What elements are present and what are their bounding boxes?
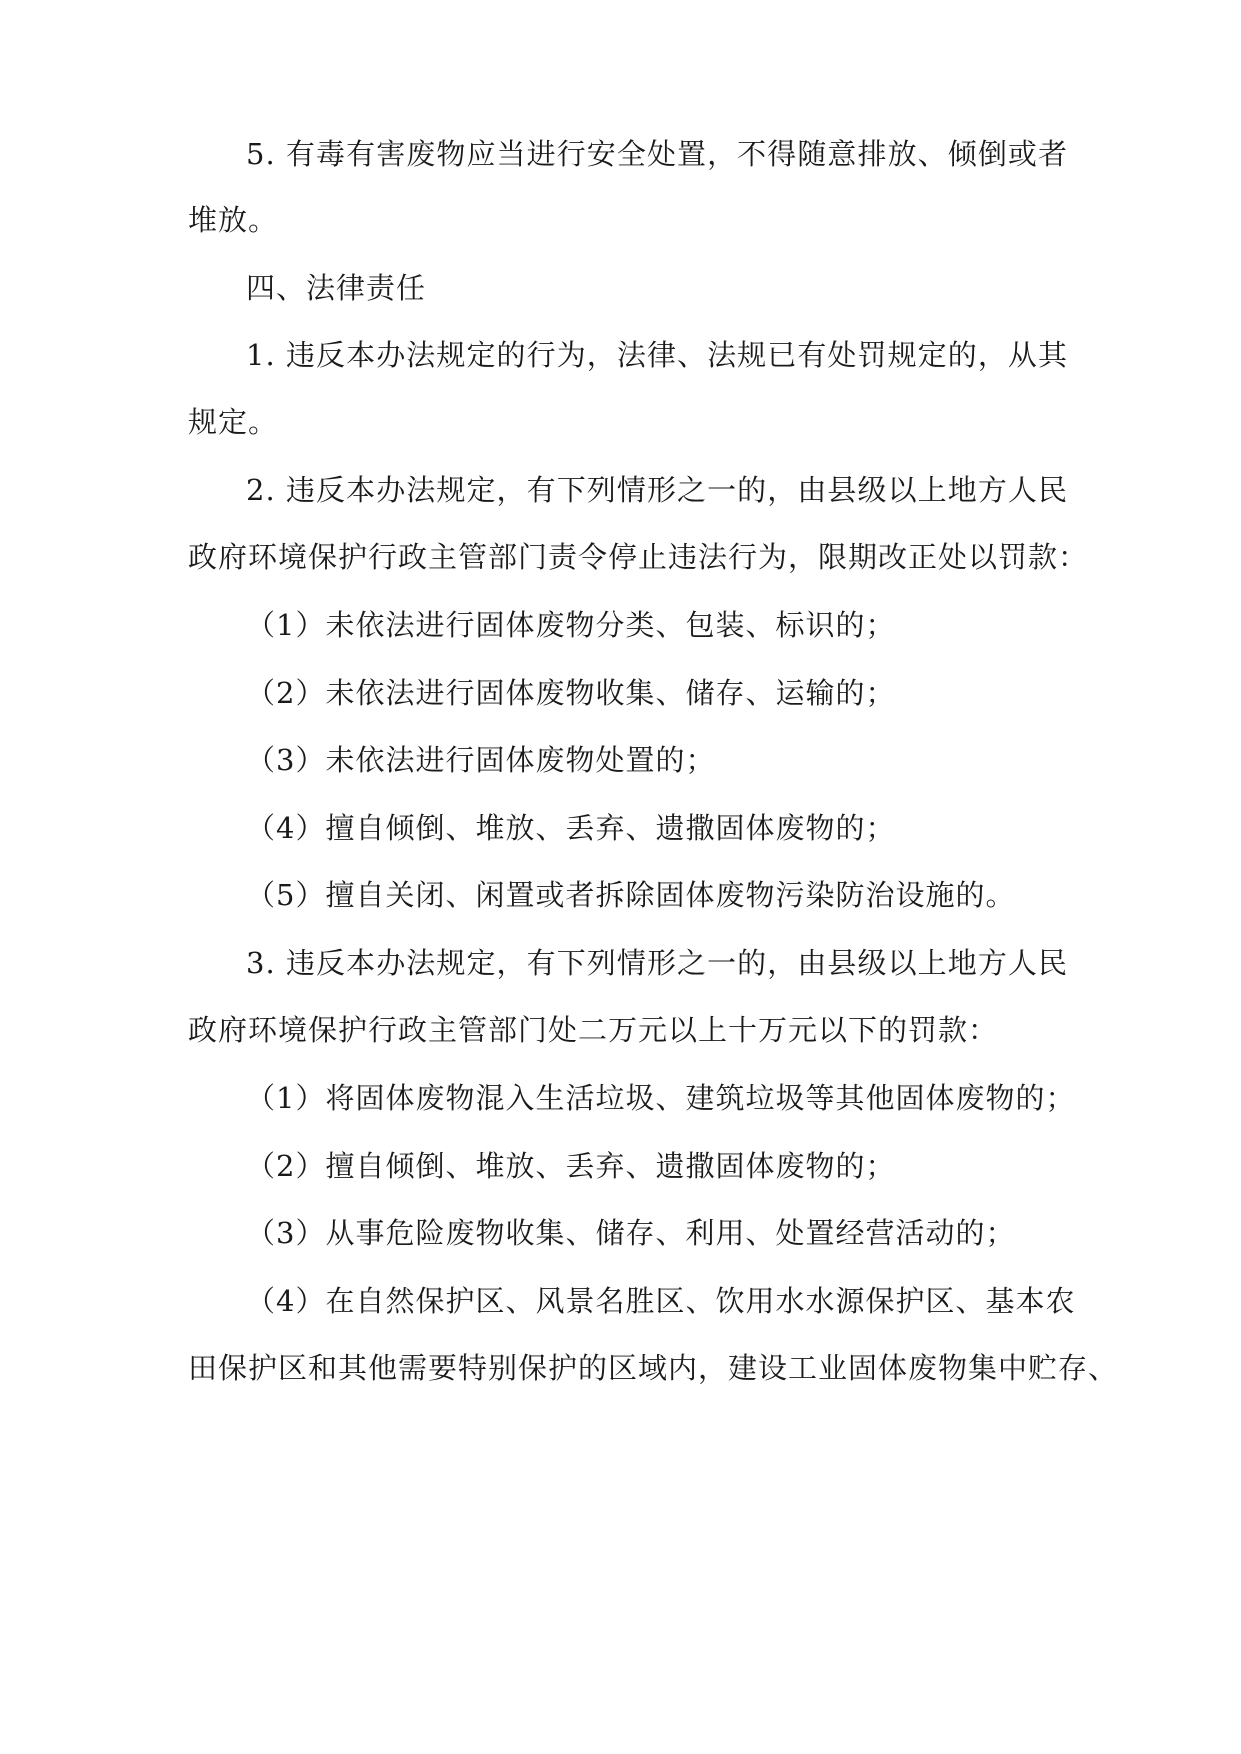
paragraph-line: 政府环境保护行政主管部门处二万元以上十万元以下的罚款： [188,1013,999,1047]
paragraph-line: 政府环境保护行政主管部门责令停止违法行为，限期改正处以罚款： [188,540,1089,574]
list-item: （5）擅自关闭、闲置或者拆除固体废物污染防治设施的。 [246,878,1016,912]
paragraph-line: 3. 违反本办法规定，有下列情形之一的，由县级以上地方人民 [246,946,1068,980]
paragraph-line: 2. 违反本办法规定，有下列情形之一的，由县级以上地方人民 [246,473,1068,507]
list-item: （3）从事危险废物收集、储存、利用、处置经营活动的； [246,1216,1016,1250]
paragraph-line: 5. 有毒有害废物应当进行安全处置，不得随意排放、倾倒或者 [246,137,1068,171]
list-item: （3）未依法进行固体废物处置的； [246,743,716,777]
list-item: （1）将固体废物混入生活垃圾、建筑垃圾等其他固体废物的； [246,1081,1076,1115]
paragraph-line: 规定。 [188,405,279,439]
paragraph-line: 田保护区和其他需要特别保护的区域内，建设工业固体废物集中贮存、 [188,1351,1119,1385]
paragraph-line: 堆放。 [188,203,279,237]
list-item: （2）擅自倾倒、堆放、丢弃、遗撒固体废物的； [246,1149,896,1183]
list-item: （2）未依法进行固体废物收集、储存、运输的； [246,676,896,710]
list-item: （4）擅自倾倒、堆放、丢弃、遗撒固体废物的； [246,811,896,845]
paragraph-line: 1. 违反本办法规定的行为，法律、法规已有处罚规定的，从其 [246,338,1068,372]
list-item: （1）未依法进行固体废物分类、包装、标识的； [246,608,896,642]
section-heading: 四、法律责任 [246,271,427,305]
list-item: （4）在自然保护区、风景名胜区、饮用水水源保护区、基本农 [246,1284,1076,1318]
